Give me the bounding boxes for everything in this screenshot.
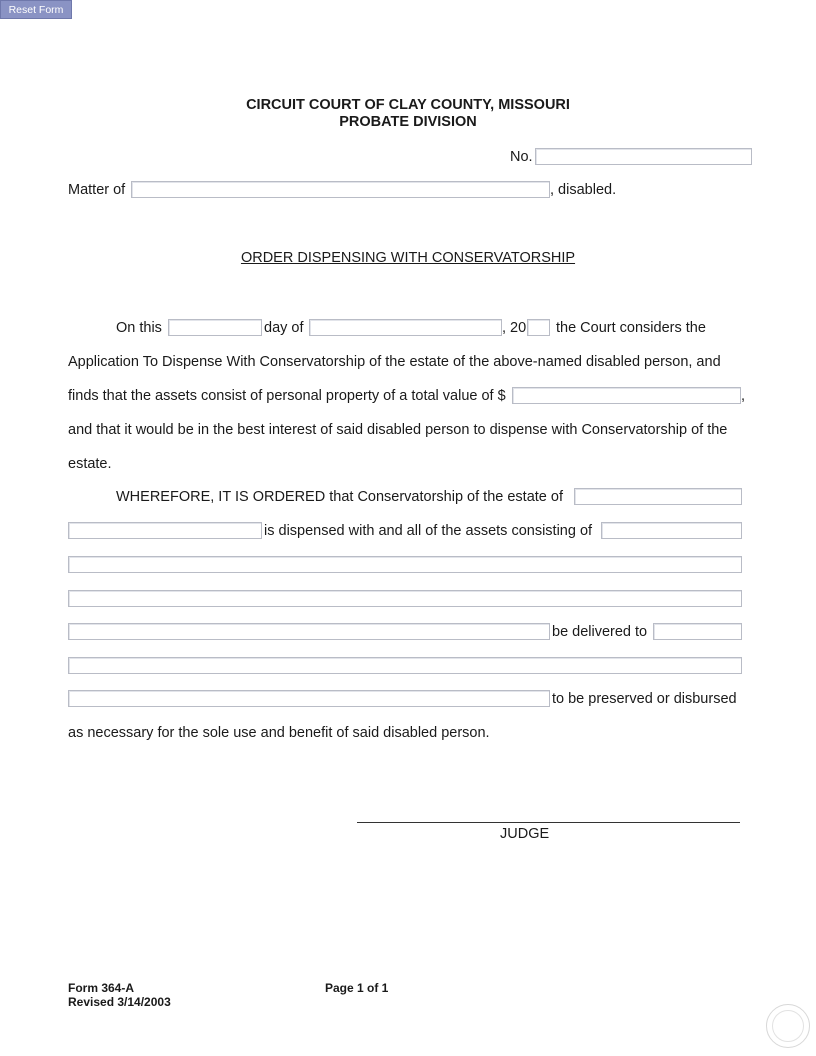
preserved-text: to be preserved or disbursed: [552, 691, 737, 707]
body-last-line: as necessary for the sole use and benefit of said disabled person.: [68, 725, 490, 741]
case-no-label: No.: [510, 149, 533, 165]
court-name: CIRCUIT COURT OF CLAY COUNTY, MISSOURI: [246, 97, 570, 113]
day-field[interactable]: [168, 319, 262, 336]
division-name: PROBATE DIVISION: [339, 114, 477, 130]
assets-field-2[interactable]: [68, 556, 742, 573]
page-number: Page 1 of 1: [325, 981, 389, 995]
on-this-label: On this: [116, 320, 162, 336]
court-seal-icon: [766, 1004, 810, 1048]
body-line-3: finds that the assets consist of personal property of a total value of $: [68, 388, 506, 404]
revised-date: Revised 3/14/2003: [68, 995, 171, 1009]
estate-of-field[interactable]: [574, 488, 742, 505]
body-line-2: Application To Dispense With Conservatorship of the estate of the above-named disabled person, and: [68, 354, 721, 370]
form-number: Form 364-A: [68, 981, 135, 995]
delivered-to-field[interactable]: [653, 623, 742, 640]
delivered-to-field-2[interactable]: [68, 657, 742, 674]
body-line-4: and that it would be in the best interest of said disabled person to dispense with Conservatorship of the: [68, 422, 728, 438]
body-line-5: estate.: [68, 456, 112, 472]
be-delivered-text: be delivered to: [552, 624, 648, 640]
delivered-to-field-3[interactable]: [68, 690, 550, 707]
matter-of-label: Matter of: [68, 182, 126, 198]
day-of-label: day of: [264, 320, 304, 336]
court-considers-text: the Court considers the: [556, 320, 706, 336]
assets-field-4[interactable]: [68, 623, 550, 640]
year-prefix-label: , 20: [502, 320, 527, 336]
signature-line: [357, 822, 740, 823]
wherefore-text: WHEREFORE, IT IS ORDERED that Conservatorship of the estate of: [116, 489, 563, 505]
disabled-suffix: , disabled.: [550, 182, 617, 198]
assets-field-3[interactable]: [68, 590, 742, 607]
reset-form-button[interactable]: Reset Form: [0, 0, 72, 19]
matter-name-field[interactable]: [131, 181, 550, 198]
year-field[interactable]: [527, 319, 550, 336]
value-comma: ,: [741, 388, 746, 404]
assets-field-1[interactable]: [601, 522, 742, 539]
order-title: ORDER DISPENSING WITH CONSERVATORSHIP: [240, 250, 576, 266]
estate-of-field-continued[interactable]: [68, 522, 262, 539]
month-field[interactable]: [309, 319, 502, 336]
total-value-field[interactable]: [512, 387, 741, 404]
dispensed-text: is dispensed with and all of the assets consisting of: [264, 523, 593, 539]
judge-label: JUDGE: [500, 826, 550, 842]
case-number-field[interactable]: [535, 148, 752, 165]
